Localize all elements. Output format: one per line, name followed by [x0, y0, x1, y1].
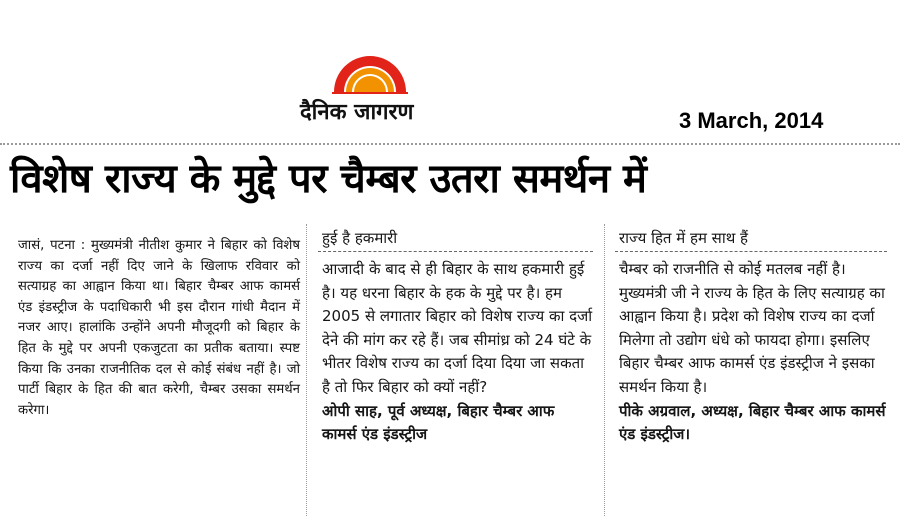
quote-box-body: चैम्बर को राजनीति से कोई मतलब नहीं है। मुख्यमंत्री जी ने राज्य के हित के लिए सत्याग्रह का आह्वान किया है। प्रदेश को विशेष राज्य का दर्जा मिलेगा तो उद्योग धंधे को फायदा होगा। इसलिए बिहार चैम्बर आफ कामर्स एंड इंडस्ट्रीज ने इसका समर्थन किया है।	[619, 260, 885, 396]
masthead	[300, 52, 460, 132]
column-divider-2	[604, 224, 605, 516]
top-divider	[0, 143, 900, 145]
quote-box-middle	[318, 228, 593, 447]
column-divider-1	[306, 224, 307, 516]
quote-box-body: आजादी के बाद से ही बिहार के साथ हकमारी हुई है। यह धरना बिहार के हक के मुद्दे पर है। हम 2005 से लगातार बिहार को विशेष राज्य का दर्जा देने की मांग कर रहे हैं। जब सीमांध्र को 24 घंटे के भीतर विशेष राज्य का दर्जा दिया दिया जा सकता है तो फिर बिहार को क्यों नहीं?	[322, 260, 593, 396]
publication-date: 3 March, 2014	[679, 108, 824, 133]
quote-box-right	[615, 228, 887, 447]
quote-box-signature: ओपी साह, पूर्व अध्यक्ष, बिहार चैम्बर आफ कामर्स एंड इंडस्ट्रीज	[322, 401, 555, 444]
rising-sun-logo-icon	[330, 52, 410, 94]
quote-box-signature: पीके अग्रवाल, अध्यक्ष, बिहार चैम्बर आफ कामर्स एंड इंडस्ट्रीज।	[619, 401, 886, 444]
quote-box-title: हुई है हकमारी	[318, 228, 593, 252]
quote-box-title: राज्य हित में हम साथ हैं	[615, 228, 887, 252]
article-body-left: जासं, पटना : मुख्यमंत्री नीतीश कुमार ने बिहार को विशेष राज्य का दर्जा नहीं दिए जाने के खिलाफ रविवार को सत्याग्रह का आह्वान किया था। बिहार चैम्बर आफ कामर्स एंड इंडस्ट्रीज के पदाधिकारी भी इस दौरान गांधी मैदान में नजर आए। हालांकि उन्होंने अपनी मौजूदगी को बिहार के हित के मुद्दे पर अपनी एकजुटता का प्रतीक बताया। स्पष्ट किया कि उनका राजनीतिक दल से कोई संबंध नहीं है। जो पार्टी बिहार के हित की बात करेगी, चैम्बर उसका समर्थन करेगा।	[18, 238, 300, 418]
article-headline: विशेष राज्य के मुद्दे पर चैम्बर उतरा समर्थन में	[10, 156, 647, 202]
newspaper-name: दैनिक जागरण	[300, 100, 414, 125]
